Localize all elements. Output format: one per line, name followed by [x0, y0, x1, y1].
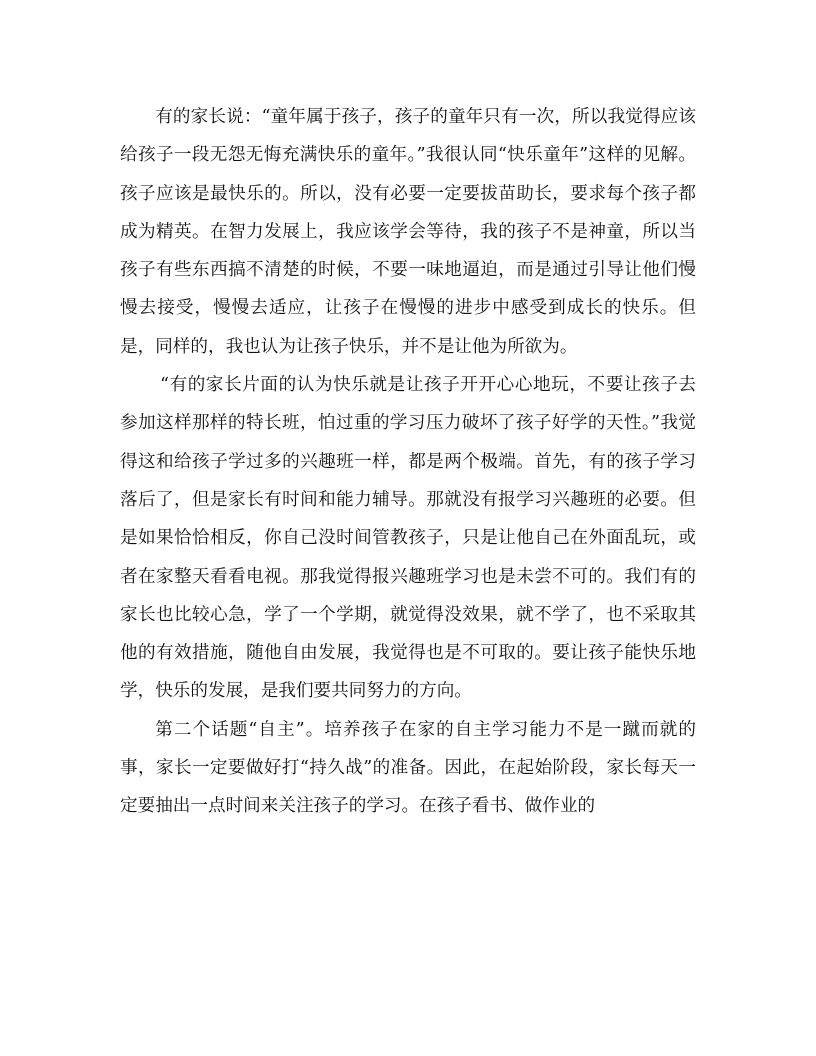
paragraph-interest-classes: “有的家长片面的认为快乐就是让孩子开开心心地玩，不要让孩子去参加这样那样的特长班，怕过重的学习压力破坏了孩子好学的天性。”我觉得这和给孩子学过多的兴趣班一样，都是两个极端。首先，有的孩子学习落后了，但是家长有时间和能力辅导。那就没有报学习兴趣班的必要。但是如果恰恰相反，你自己没时间管教孩子，只是让他自己在外面乱玩，或者在家整天看看电视。那我觉得报兴趣班学习也是未尝不可的。我们有的家长也比较心急，学了一个学期，就觉得没效果，就不学了，也不采取其他的有效措施，随他自由发展，我觉得也是不可取的。要让孩子能快乐地学，快乐的发展，是我们要共同努力的方向。 — [120, 375, 696, 702]
paragraph-happy-childhood: 有的家长说：“童年属于孩子，孩子的童年只有一次，所以我觉得应该给孩子一段无怨无悔充满快乐的童年。”我很认同“快乐童年”这样的见解。孩子应该是最快乐的。所以，没有必要一定要拔苗助长，要求每个孩子都成为精英。在智力发展上，我应该学会等待，我的孩子不是神童，所以当孩子有些东西搞不清楚的时候，不要一味地逼迫，而是通过引导让他们慢慢去接受，慢慢去适应，让孩子在慢慢的进步中感受到成长的快乐。但是，同样的，我也认为让孩子快乐，并不是让他为所欲为。 — [120, 107, 696, 357]
paragraph-autonomy: 第二个话题“自主”。培养孩子在家的自主学习能力不是一蹴而就的事，家长一定要做好打“持久战”的准备。因此，在起始阶段，家长每天一定要抽出一点时间来关注孩子的学习。在孩子看书、做作业的 — [120, 719, 696, 817]
document-body — [120, 98, 696, 826]
